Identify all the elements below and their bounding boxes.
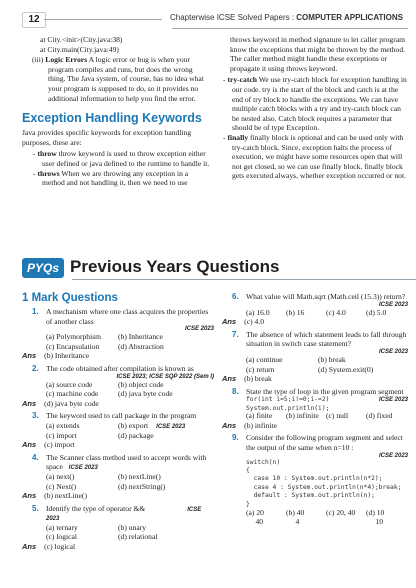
answer-text: (c) logical bbox=[44, 542, 76, 552]
question-text: The keyword used to call package in the program bbox=[46, 411, 197, 421]
question-number: 7. bbox=[232, 329, 239, 339]
option: (a) finite bbox=[246, 411, 273, 421]
option: (d) 10 10 bbox=[366, 507, 385, 526]
ans-label: Ans bbox=[22, 542, 37, 552]
question-number: 6. bbox=[232, 292, 239, 301]
option: (d) System.exit(0) bbox=[318, 364, 374, 374]
option bbox=[118, 421, 214, 431]
question-number: 5. bbox=[32, 503, 39, 513]
option: (a) extends bbox=[46, 420, 80, 430]
question-number: 8. bbox=[232, 386, 239, 396]
answer-7 bbox=[222, 374, 408, 384]
pyq-rule bbox=[72, 279, 416, 280]
question-2 bbox=[22, 364, 214, 380]
ans-label: Ans bbox=[222, 420, 237, 430]
header-title bbox=[170, 13, 403, 22]
question-text: The absence of which statement leads to fall through situation in switch case statement? bbox=[246, 329, 407, 349]
question-5 bbox=[22, 504, 214, 523]
question-3 bbox=[22, 411, 214, 421]
question-1 bbox=[22, 307, 214, 332]
answer-6 bbox=[222, 317, 408, 327]
option: (c) Next() bbox=[46, 481, 77, 491]
question-text: Identify the type of operator && bbox=[46, 503, 146, 513]
question-8 bbox=[222, 387, 408, 397]
option: (b) object code bbox=[118, 379, 164, 389]
option: (c) return bbox=[246, 364, 275, 374]
option-text: (b) export bbox=[118, 420, 149, 430]
ans-label: Ans bbox=[22, 440, 37, 450]
answer-text: (c) 4.0 bbox=[244, 317, 264, 327]
top-right-column bbox=[222, 35, 408, 181]
throw-text: throw keyword is used to throw exception either user defined or java defined to the runtime to handle it. bbox=[42, 149, 210, 168]
exam-tag: ICSE 2023 bbox=[184, 326, 214, 333]
option: (b) infinite bbox=[286, 411, 319, 421]
try-catch-key: try-catch bbox=[227, 75, 257, 85]
logic-errors-item bbox=[22, 55, 210, 103]
option: (d) package bbox=[118, 430, 154, 440]
question-number: 1. bbox=[32, 307, 39, 316]
exam-tag: ICSE 2023 bbox=[46, 506, 202, 523]
answer-8 bbox=[222, 421, 408, 431]
option: (b) unary bbox=[118, 522, 147, 532]
throw-key: throw bbox=[37, 149, 57, 159]
mark-title: 1 Mark Questions bbox=[22, 292, 118, 304]
ans-label: Ans bbox=[222, 374, 237, 384]
option: (b) 16 bbox=[286, 307, 305, 317]
options-7 bbox=[222, 355, 408, 374]
page-header bbox=[0, 0, 416, 30]
option: (c) import bbox=[46, 430, 77, 440]
question-9 bbox=[222, 433, 408, 458]
answer-text: (d) java byte code bbox=[44, 398, 99, 408]
answer-text: (b) infinite bbox=[244, 420, 277, 430]
answer-4 bbox=[22, 491, 214, 501]
finally-item: - finally finally block is optional and can be used only with try-catch block. Since, exception halts the process of execution, we might have some resources open that will not get closed, so we can use finally block. finally block gets executed always, whether exception occurred or not. bbox=[223, 132, 406, 181]
page-number: 12 bbox=[22, 12, 46, 28]
option: (c) 20, 40 bbox=[326, 507, 356, 517]
throws-text: When we are throwing any exception in a method and not handling it, then we need to use bbox=[42, 168, 189, 188]
option: (d) java byte code bbox=[118, 389, 173, 399]
section-title: Exception Handling Keywords bbox=[22, 111, 202, 126]
questions-left-column bbox=[22, 292, 214, 552]
answer-3 bbox=[22, 440, 214, 450]
option: (a) next() bbox=[46, 471, 75, 481]
options-6 bbox=[222, 308, 408, 318]
option: (a) Polymorphism bbox=[46, 332, 102, 342]
section-intro: Java provides specific keywords for exception handling purposes, these are: bbox=[22, 128, 192, 147]
question-text: State the type of loop in the given program segment bbox=[246, 386, 404, 396]
code-block-8: for(int i=5;i!=0;i-=2) System.out.println(i); bbox=[246, 396, 330, 412]
option: (a) 16.0 bbox=[246, 307, 270, 317]
finally-text: finally block is optional and can be used only with try-catch block. Since, exception halts the process of execution, we might have some resources open that will not get closed, so we can use finally block. finally block gets executed always, whether exception occurred or not. bbox=[232, 132, 406, 181]
throws-continued: throws keyword in method signature to let caller program know the exceptions that might be thrown by the method. The caller method might handle these exceptions or propagate it using throws keyword. bbox=[230, 35, 406, 73]
option: (a) continue bbox=[246, 354, 283, 364]
option: (a) 20 40 bbox=[246, 507, 264, 526]
options-5 bbox=[22, 523, 214, 542]
header-rule bbox=[44, 19, 162, 20]
ans-label: Ans bbox=[22, 398, 37, 408]
question-text: What value will Math.sqrt (Math.ceil (15.3)) return? bbox=[246, 292, 406, 301]
exam-tag: ICSE 2023 bbox=[378, 397, 408, 404]
answer-text: (b) Inheritance bbox=[44, 351, 90, 361]
throws-key: throws bbox=[37, 168, 60, 178]
question-text: The code obtained after compilation is known as bbox=[46, 363, 194, 373]
exam-tag: ICSE 2023; ICSE SQP 2022 (Sem I) bbox=[116, 373, 214, 380]
code-block-9: switch(n) { case 10 : System.out.println(n*2); case 4 : System.out.println(n*4);break; default : System.out.println(n); } bbox=[246, 458, 402, 508]
option: (c) logical bbox=[46, 532, 77, 542]
answer-2 bbox=[22, 399, 214, 409]
throw-item: - throw throw keyword is used to throw exception either user defined or java defined to the runtime to handle it. bbox=[33, 149, 210, 168]
exam-tag: ICSE 2023 bbox=[68, 465, 98, 472]
question-number: 4. bbox=[32, 452, 39, 462]
option: (b) break bbox=[318, 354, 346, 364]
option: (d) nextString() bbox=[118, 481, 166, 491]
answer-text: (b) nextLine() bbox=[44, 491, 87, 501]
options-2 bbox=[22, 380, 214, 399]
exam-tag: ICSE 2023 bbox=[156, 423, 186, 430]
exam-tag: ICSE 2023 bbox=[378, 348, 408, 355]
ans-label: Ans bbox=[222, 317, 237, 327]
option: (d) relational bbox=[118, 532, 158, 542]
options-9 bbox=[222, 509, 408, 526]
trace-line-2: at City.main(City.java:49) bbox=[40, 44, 119, 54]
header-title-bold: COMPUTER APPLICATIONS bbox=[296, 13, 403, 22]
answer-5 bbox=[22, 542, 214, 552]
question-7 bbox=[222, 330, 408, 355]
ans-label: Ans bbox=[22, 351, 37, 361]
option: (d) Abstraction bbox=[118, 341, 164, 351]
question-text: The Scanner class method used to accept words with space bbox=[46, 452, 207, 472]
question-number: 3. bbox=[32, 411, 39, 421]
trace-line-1: at City.<init>(City.java:38) bbox=[40, 35, 123, 44]
options-4 bbox=[22, 472, 214, 491]
pyq-badge: PYQs bbox=[22, 258, 64, 278]
exam-tag: ICSE 2023 bbox=[378, 301, 408, 308]
question-text: A mechanism where one class acquires the properties of another class bbox=[46, 307, 209, 326]
try-catch-text: We use try-catch block for exception handling in our code. try is the start of the block and catch is at the end of try block to handle the exceptions. We can have multiple catch blocks with a try and try-catch block can be nested also. Catch block requires a parameter that should be of type Exception. bbox=[232, 75, 407, 133]
finally-key: finally bbox=[227, 132, 249, 142]
option: (a) ternary bbox=[46, 522, 78, 532]
option: (c) machine code bbox=[46, 389, 99, 399]
options-3 bbox=[22, 421, 214, 440]
logic-errors-body: A logic error or bug is when your program compiles and runs, but does the wrong thing. The Java system, of course, has no idea what your program is supposed to do, so it provides no additional information to help you find the error. bbox=[48, 55, 204, 103]
option: (a) source code bbox=[46, 379, 93, 389]
option: (d) fixed bbox=[366, 411, 393, 421]
top-left-column bbox=[22, 35, 210, 188]
pyq-banner bbox=[0, 254, 416, 282]
options-1 bbox=[22, 332, 214, 351]
question-6 bbox=[222, 292, 408, 308]
question-number: 2. bbox=[32, 363, 39, 373]
option: (d) 5.0 bbox=[366, 307, 387, 317]
option: (c) Encapsulation bbox=[46, 341, 100, 351]
answer-text: (c) import bbox=[44, 440, 75, 450]
ans-label: Ans bbox=[22, 491, 37, 501]
options-8 bbox=[222, 411, 408, 421]
question-text: Consider the following program segment and select the output of the same when n=10 : bbox=[246, 433, 403, 452]
exam-tag: ICSE 2023 bbox=[378, 452, 408, 459]
pyq-title: Previous Years Questions bbox=[70, 257, 280, 276]
questions-right-column bbox=[222, 292, 408, 526]
header-title-plain: Chapterwise ICSE Solved Papers : bbox=[170, 13, 297, 22]
throws-item: - throws When we are throwing any exception in a method and not handling it, then we need to use bbox=[33, 168, 189, 188]
option: (b) Inheritance bbox=[118, 332, 163, 342]
logic-errors-num: (iii) bbox=[32, 55, 44, 65]
question-number: 9. bbox=[232, 433, 239, 443]
logic-errors-head: Logic Errors bbox=[45, 55, 88, 65]
answer-text: (b) break bbox=[244, 374, 272, 384]
question-4 bbox=[22, 453, 214, 472]
option: (c) null bbox=[326, 411, 349, 421]
option: (b) nextLine() bbox=[118, 471, 161, 481]
option: (b) 40 4 bbox=[286, 507, 305, 526]
header-underline bbox=[172, 28, 408, 29]
option: (c) 4.0 bbox=[326, 307, 346, 317]
try-catch-item: - try-catch We use try-catch block for exception handling in our code. try is the start of the block and catch is at the end of try block to handle the exceptions. We can have multiple catch blocks with a try and try-catch block can be nested also. Catch block requires a parameter that should be of type Exception. bbox=[223, 75, 407, 133]
answer-1 bbox=[22, 351, 214, 361]
